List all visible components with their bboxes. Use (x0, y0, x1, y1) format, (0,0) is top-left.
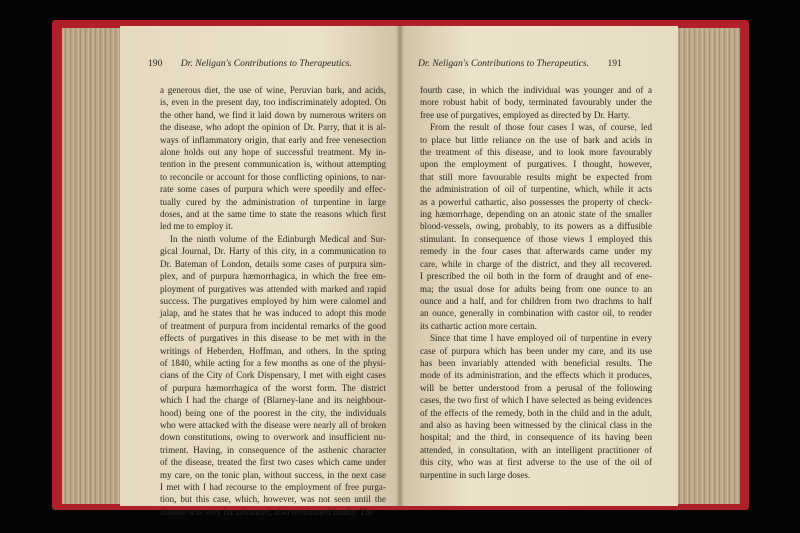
text-line: tually cured by the administration of turpentine in large (160, 196, 386, 207)
right-running-head: Dr. Neligan's Contributions to Therapeutics. (418, 58, 590, 69)
text-line: remedy in the four cases that afterwards came under my (420, 246, 652, 257)
text-line: ma; the usual dose for adults being from one ounce to an (420, 283, 652, 294)
text-line: of the disease, treated the first two cases which came under (160, 457, 386, 468)
text-line: attended, in consultation, with an intelligent practitioner of (420, 444, 652, 455)
left-page-body (160, 84, 386, 518)
text-line: gical Journal, Dr. Harty of this city, in a communication to (160, 246, 386, 257)
text-line: I met with I had recourse to the employment of free purga- (160, 482, 386, 492)
text-line: writings of Heberden, Hoffman, and others. In the spring (160, 345, 386, 356)
right-page-body (420, 84, 652, 481)
text-line: who were attacked with the disease were nearly all of broken (160, 419, 386, 430)
text-line: cases, the two first of which I have selected as being evidences (420, 395, 652, 406)
left-page (120, 26, 400, 517)
right-page-number: 191 (607, 58, 622, 69)
text-line: the treatment of this disease, and to look more favourably (420, 147, 652, 158)
text-line: that still more favourable results might be expected from (420, 171, 652, 182)
text-line: triment. Having, in consequence of the asthenic character (160, 444, 386, 455)
left-running-head: Dr. Neligan's Contributions to Therapeutics. (180, 58, 352, 69)
text-line: From the result of those four cases I was, of course, led (430, 122, 652, 133)
text-line: disease was very far advanced, also terminated fatally. The (160, 506, 374, 517)
text-line: In the ninth volume of the Edinburgh Medical and Sur- (170, 233, 386, 244)
text-line: an ounce, generally in combination with castor oil, to render (420, 308, 652, 319)
text-line: Dr. Bateman of London, details some cases of purpura sim- (160, 258, 386, 269)
text-line: success. The purgatives employed by him were calomel and (160, 295, 386, 306)
paragraph (420, 332, 652, 481)
text-line: my care, on the tonic plan, without success, in the next case (160, 469, 386, 480)
right-page-edges (676, 28, 740, 504)
text-line: the other hand, we find it laid down by numerous writers on (160, 109, 386, 120)
paragraph (420, 121, 652, 332)
text-line: free use of purgatives, employed as directed by Dr. Harty. (420, 109, 630, 120)
text-line: this city, who was at first adverse to the use of the oil of (420, 457, 652, 468)
text-line: stimulant. In consequence of those views I employed this (420, 233, 652, 244)
text-line: down constitutions, owing to overwork and insufficient nu- (160, 432, 386, 443)
text-line: which I had the charge of (Blarney-lane and its neighbour- (160, 395, 386, 406)
text-line: to place but little reliance on the use of bark and acids in (420, 134, 652, 145)
text-line: its cathartic action more certain. (420, 320, 537, 331)
text-line: fourth case, in which the individual was younger and of a (420, 85, 652, 95)
text-line: upon the employment of purgatives. I thought, however, (420, 159, 652, 170)
text-line: the administration of oil of turpentine, which, while it acts (420, 184, 652, 195)
text-line: doses, and at the same time to state the reasons which first (160, 209, 386, 220)
text-line: hospital; and the third, in consequence of its having been (420, 432, 652, 443)
text-line: ing hæmorrhage, depending on an atonic state of the smaller (420, 209, 652, 220)
text-line: of the effects of the remedy, both in the child and in the adult, (420, 407, 652, 418)
text-line: has been invariably attended with beneficial results. The (420, 357, 652, 368)
text-line: is, even in the present day, too indiscriminately adopted. On (160, 97, 386, 108)
text-line: care, while in charge of the district, and they all recovered. (420, 258, 652, 269)
paragraph (420, 84, 652, 121)
text-line: to reconcile or account for those conflicting opinions, to nar- (160, 171, 386, 182)
left-page-header (148, 58, 352, 69)
text-line: ployment of purgatives was attended with marked and rapid (160, 283, 386, 294)
paragraph (160, 233, 386, 518)
text-line: more robust habit of body, terminated favourably under the (420, 97, 652, 108)
text-line: effects of purgatives in this disease to be met with in the (160, 333, 386, 344)
text-line: of treatment of purpura from incidental remarks of the good (160, 320, 386, 331)
text-line: case of purpura which has been under my care, and its use (420, 345, 652, 356)
text-line: will be better understood from a perusal of the following (420, 382, 652, 393)
text-line: ounce and a half, and for children from two drachms to half (420, 295, 652, 306)
text-line: the disease, who adopt the opinion of Dr. Parry, that it is al- (160, 122, 386, 133)
text-line: as a powerful cathartic, also possesses the property of check- (420, 196, 652, 207)
left-page-edges (62, 28, 124, 504)
text-line: cians of the City of Cork Dispensary, I met with eight cases (160, 370, 386, 381)
text-line: and also as having been witnessed by the clinical class in the (420, 419, 652, 430)
text-line: turpentine in such large doses. (420, 469, 531, 480)
text-line: tention in the present communication is, without attempting (160, 159, 386, 170)
text-line: jalap, and he states that he was induced to adopt this mode (160, 308, 386, 319)
text-line: alone holds out any hope of successful treatment. My in- (160, 147, 386, 158)
text-line: tion, but this case, which, however, was not seen until the (160, 494, 386, 505)
text-line: of purpura hæmorrhagica of the worst form. The district (160, 382, 386, 393)
paragraph (160, 84, 386, 233)
right-page (400, 26, 678, 506)
right-page-header (418, 58, 622, 69)
text-line: blood-vessels, owing, probably, to its powers as a diffusible (420, 221, 652, 232)
left-page-number: 190 (148, 58, 163, 69)
text-line: hood) being one of the poorest in the city, the individuals (160, 407, 386, 418)
text-line: rate some cases of purpura which were speedily and effec- (160, 184, 386, 195)
text-line: ways of inflammatory origin, that early and free venesection (160, 134, 386, 145)
book-gutter (396, 26, 404, 506)
text-line: of 1840, while acting for a few months as one of the physi- (160, 357, 386, 368)
text-line: mode of its administration, and the effects which it produces, (420, 370, 652, 381)
text-line: Since that time I have employed oil of turpentine in every (430, 333, 652, 344)
text-line: a generous diet, the use of wine, Peruvian bark, and acids, (160, 85, 386, 95)
text-line: plex, and of purpura hæmorrhagica, in which the free em- (160, 271, 386, 282)
text-line: I prescribed the oil both in the form of draught and of ene- (420, 271, 652, 282)
text-line: led me to employ it. (160, 221, 233, 232)
